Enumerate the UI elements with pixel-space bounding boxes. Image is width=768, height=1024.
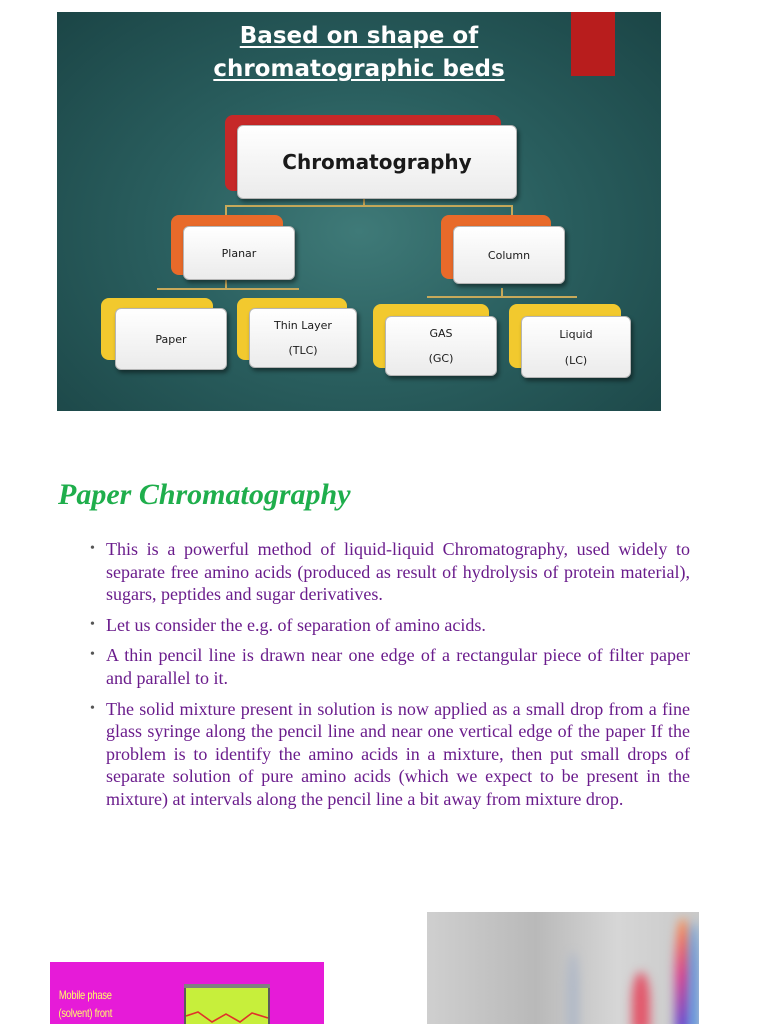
- connector-root-bar: [225, 205, 513, 207]
- solvent-front-line: [186, 1010, 268, 1024]
- slide-title: [57, 20, 661, 86]
- photo-streak: [632, 972, 650, 1024]
- bullet-glyph: •: [90, 647, 95, 663]
- lc-node-line2: (LC): [564, 353, 588, 367]
- root-node: [237, 125, 517, 199]
- bullet-glyph: •: [90, 541, 95, 556]
- mobile-phase-label-line2: (solvent) front: [58, 1006, 113, 1020]
- chromatography-apparatus-figure: [50, 962, 324, 1024]
- gc-node: [385, 316, 497, 376]
- bullet-text: A thin pencil line is drawn near one edge of a rectangular piece of filter paper and parallel to it.: [106, 645, 690, 688]
- photo-streak: [689, 922, 699, 1024]
- connector-planar-drop: [225, 280, 227, 289]
- section-heading: Paper Chromatography: [58, 478, 351, 511]
- bullet-list: [90, 538, 690, 819]
- planar-node-label: Planar: [221, 246, 257, 260]
- tlc-node-line1: Thin Layer: [274, 319, 332, 332]
- bullet-item: [90, 698, 690, 811]
- bullet-text: The solid mixture present in solution is now applied as a small drop from a fine glass syringe along the pencil line and near one vertical edge of the paper If the problem is to identify the amino acids in a mixture, then put small drops of separate solution of pure amino acids (which we expect to be present in the mixture) at intervals along the pencil line a bit away from mixture drop.: [106, 698, 690, 809]
- connector-planar-bar: [157, 288, 299, 290]
- paper-node-label: Paper: [155, 332, 187, 346]
- lc-node-line1: Liquid: [559, 327, 593, 341]
- tlc-node-line2: (TLC): [288, 344, 318, 357]
- mobile-phase-label: [58, 986, 113, 1022]
- bullet-glyph: •: [90, 700, 95, 716]
- gc-node-line2: (GC): [428, 352, 454, 365]
- connector-column-drop: [501, 288, 503, 297]
- diagram-slide: [57, 12, 661, 411]
- planar-node: [183, 226, 295, 280]
- tank-lid: [184, 984, 270, 988]
- bullet-text: This is a powerful method of liquid-liquid Chromatography, used widely to separate free amino acids (produced as result of hydrolysis of protein material), sugars, peptides and sugar derivatives.: [106, 539, 690, 605]
- root-node-label: Chromatography: [282, 150, 472, 174]
- chromatogram-photo: [427, 912, 699, 1024]
- bullet-item: [90, 538, 690, 606]
- bullet-item: [90, 614, 690, 637]
- bullet-glyph: •: [90, 616, 95, 632]
- column-node-label: Column: [487, 248, 531, 262]
- slide-title-line1: Based on shape of: [239, 23, 479, 49]
- gc-node-line1: GAS: [429, 327, 453, 340]
- photo-streak: [567, 952, 579, 1024]
- bullet-item: [90, 644, 690, 689]
- mobile-phase-label-line1: Mobile phase: [58, 988, 112, 1002]
- lc-node: [521, 316, 631, 378]
- column-node: [453, 226, 565, 284]
- paper-node: [115, 308, 227, 370]
- tlc-node: [249, 308, 357, 368]
- bullet-text: Let us consider the e.g. of separation of amino acids.: [106, 614, 486, 635]
- slide-title-line2: chromatographic beds: [213, 56, 505, 82]
